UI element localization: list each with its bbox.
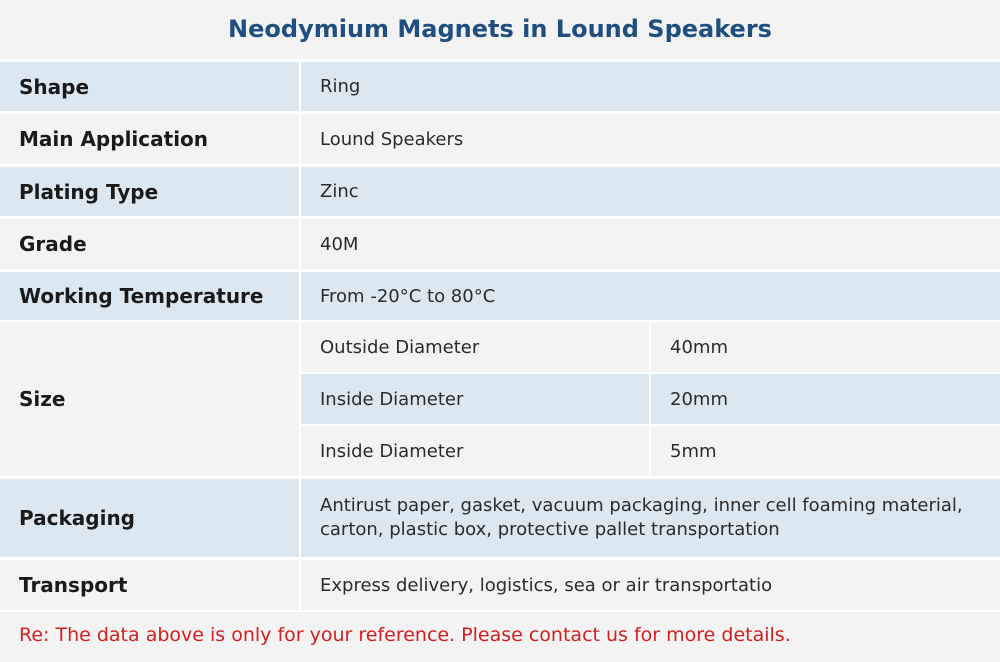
size-value: 40mm bbox=[670, 336, 728, 358]
spec-value: 40M bbox=[320, 233, 359, 255]
spec-label: Transport bbox=[19, 573, 128, 597]
spec-label: Main Application bbox=[19, 127, 209, 151]
spec-label: Plating Type bbox=[19, 179, 159, 204]
spec-row-shape bbox=[0, 62, 1000, 111]
size-value: 20mm bbox=[670, 388, 728, 410]
spec-label: Packaging bbox=[19, 506, 135, 530]
spec-label: Size bbox=[19, 387, 66, 411]
spec-row-main-application bbox=[0, 114, 1000, 164]
spec-row-transport bbox=[0, 560, 1000, 610]
reference-note: Re: The data above is only for your reference. Please contact us for more details. bbox=[19, 624, 791, 646]
spec-row-grade bbox=[0, 219, 1000, 269]
packaging-line: Antirust paper, gasket, vacuum packaging, inner cell foaming material, bbox=[320, 495, 963, 516]
spec-value: Express delivery, logistics, sea or air transportatio bbox=[320, 574, 773, 596]
size-name: Inside Diameter bbox=[320, 440, 464, 462]
spec-label: Grade bbox=[19, 232, 87, 256]
spec-row-working-temperature bbox=[0, 272, 1000, 320]
spec-value bbox=[301, 479, 1000, 557]
page-title: Neodymium Magnets in Lound Speakers bbox=[228, 15, 772, 43]
size-name: Inside Diameter bbox=[320, 388, 464, 410]
size-subrow bbox=[301, 426, 1000, 476]
size-name: Outside Diameter bbox=[320, 336, 480, 358]
size-subrow bbox=[301, 374, 1000, 424]
spec-value: Zinc bbox=[320, 181, 359, 202]
spec-value: Lound Speakers bbox=[320, 128, 464, 150]
spec-value: Ring bbox=[320, 76, 361, 97]
spec-value: From -20°C to 80°C bbox=[320, 285, 496, 307]
spec-row-plating-type bbox=[0, 167, 1000, 216]
spec-row-packaging bbox=[0, 479, 1000, 557]
packaging-line: carton, plastic box, protective pallet transportation bbox=[320, 519, 780, 540]
spec-label: Shape bbox=[19, 74, 90, 99]
size-subrow bbox=[301, 322, 1000, 372]
spec-label: Working Temperature bbox=[19, 284, 264, 308]
size-value: 5mm bbox=[670, 440, 717, 462]
